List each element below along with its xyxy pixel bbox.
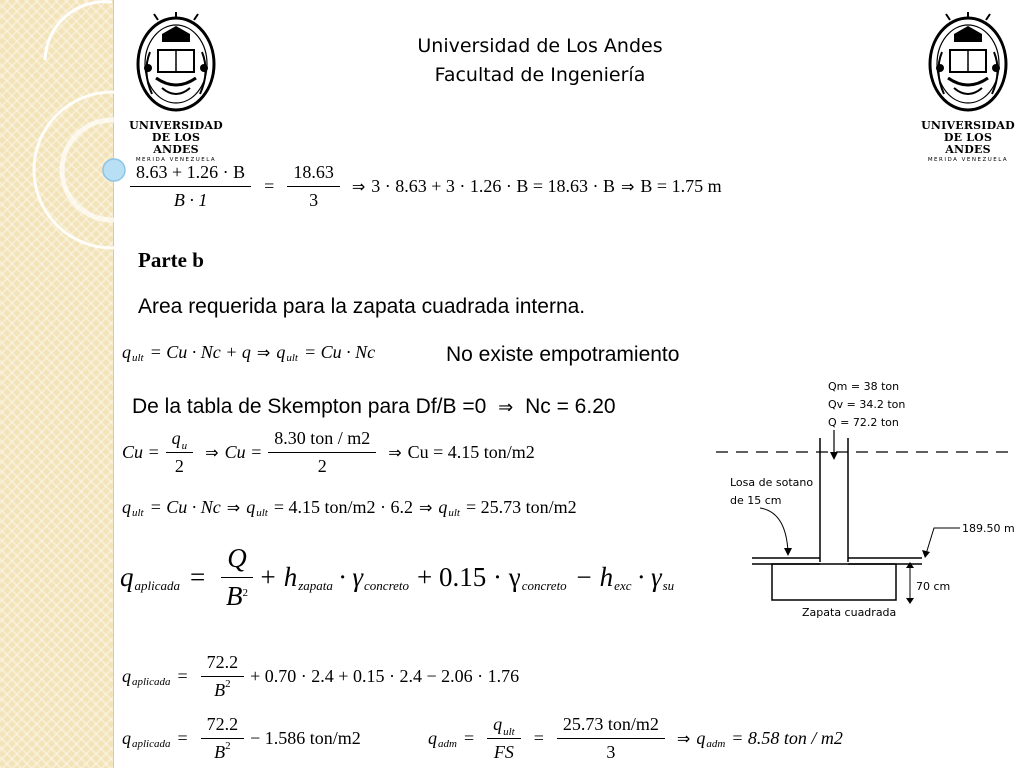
logo-text-line3: MERIDA VENEZUELA: [927, 157, 1009, 163]
implies-arrow-icon: ⇒: [676, 729, 691, 748]
equation-qult-value: [122, 497, 577, 518]
equation-part: = Cu · Nc: [149, 497, 221, 517]
superscript: 2: [242, 587, 248, 599]
equation-part: · γ: [637, 562, 662, 592]
section-description: Area requerida para la zapata cuadrada interna.: [138, 295, 586, 318]
footing-drawing: [712, 372, 1024, 632]
equation-q-applied-values: [122, 652, 519, 701]
symbol-b: B: [214, 742, 226, 762]
note-no-embedment: No existe empotramiento: [446, 343, 680, 366]
subscript: aplicada: [134, 577, 180, 593]
subscript: concreto: [521, 577, 567, 593]
equals-sign: =: [533, 728, 544, 748]
label-thickness: 70 cm: [916, 580, 951, 593]
symbol-q: q: [122, 666, 131, 686]
arrow-head-icon: [922, 550, 930, 558]
equation-part: − h: [574, 562, 614, 592]
implies-arrow-icon: ⇒: [621, 177, 635, 196]
label-losa-1: Losa de sotano: [730, 476, 814, 489]
symbol-q: q: [122, 728, 131, 748]
symbol-q: q: [122, 497, 131, 517]
equation-cu: [122, 428, 535, 477]
label-qv: Qv = 34.2 ton: [828, 398, 906, 411]
equation-part: = Cu · Nc + q: [149, 342, 251, 362]
label-losa-2: de 15 cm: [730, 494, 782, 507]
subscript: exc: [614, 577, 632, 593]
subscript: u: [181, 440, 188, 452]
symbol-q: q: [171, 428, 181, 448]
equation-part: + 0.15 · γ: [417, 562, 521, 592]
symbol-q: q: [246, 497, 256, 517]
equals-sign: =: [190, 562, 206, 592]
logo-text-line2: DE LOS ANDES: [151, 131, 201, 156]
subscript: adm: [706, 737, 726, 750]
equation-part: + 0.70 · 2.4 + 0.15 · 2.4 − 2.06 · 1.76: [250, 666, 520, 686]
fraction-denominator: 2: [317, 456, 327, 476]
superscript: 2: [225, 678, 231, 690]
fraction-numerator: [166, 428, 194, 453]
skempton-line: [132, 395, 616, 419]
symbol-q: q: [122, 342, 131, 362]
fraction-numerator: 72.2: [201, 652, 245, 677]
logo-text-line3: MERIDA VENEZUELA: [135, 157, 217, 163]
fraction-numerator: 25.73 ton/m2: [557, 714, 665, 739]
subscript: ult: [132, 506, 144, 519]
fraction-value: [268, 428, 376, 477]
equation-result: B = 1.75 m: [640, 176, 722, 196]
logo-text-line1: UNIVERSIDAD: [921, 119, 1015, 132]
fraction-rhs: [287, 162, 340, 211]
subscript: ult: [286, 351, 298, 364]
arrow-head-icon: [784, 548, 792, 556]
symbol-q: q: [696, 728, 706, 748]
subscript: su: [662, 577, 675, 593]
equation-width-b: [124, 162, 722, 211]
equation-q-admissible: [428, 714, 843, 763]
equation-part: = Cu · Nc: [303, 342, 376, 362]
subscript: ult: [256, 506, 268, 519]
equals-sign: =: [177, 728, 188, 748]
implies-arrow-icon: ⇒: [498, 397, 514, 418]
skempton-text: De la tabla de Skempton para Df/B =0: [132, 395, 487, 418]
logo-text-line1: UNIVERSIDAD: [129, 119, 223, 132]
header-university: Universidad de Los Andes: [417, 35, 663, 57]
fraction-denominator: FS: [493, 742, 514, 762]
equation-step: 3 · 8.63 + 3 · 1.26 · B = 18.63 · B: [371, 176, 616, 196]
fraction-denominator: 3: [309, 190, 319, 210]
skempton-result: Nc = 6.20: [525, 395, 616, 418]
equation-part: · γ: [338, 562, 364, 592]
symbol-q: q: [493, 714, 503, 734]
leader-line: [760, 508, 788, 552]
label-zapata: Zapata cuadrada: [802, 606, 897, 619]
logo-text-line2: DE LOS ANDES: [943, 131, 993, 156]
implies-arrow-icon: ⇒: [351, 177, 366, 196]
fraction-value: [557, 714, 665, 763]
implies-arrow-icon: ⇒: [256, 343, 271, 362]
arrow-head-icon: [906, 598, 914, 604]
subscript: ult: [503, 726, 515, 738]
equation-qult-general: [122, 342, 375, 363]
fraction-denominator: [226, 578, 248, 612]
footing-block: [772, 564, 896, 600]
symbol-q: q: [428, 728, 437, 748]
subscript: concreto: [364, 577, 410, 593]
fraction-numerator: [487, 714, 521, 739]
symbol-q: q: [120, 562, 134, 592]
fraction-qu: [166, 428, 194, 477]
fraction-denominator: B · 1: [173, 190, 208, 210]
fraction-numerator: Q: [221, 543, 253, 578]
fraction-denominator: 3: [606, 742, 616, 762]
header-faculty: Facultad de Ingeniería: [434, 64, 646, 86]
fraction-denominator: [214, 739, 231, 763]
implies-arrow-icon: ⇒: [205, 443, 219, 462]
implies-arrow-icon: ⇒: [388, 443, 402, 462]
subscript: ult: [448, 506, 460, 519]
subscript: aplicada: [132, 737, 171, 750]
symbol-b: B: [225, 581, 243, 611]
fraction-numerator: 8.63 + 1.26 · B: [130, 162, 251, 187]
leader-line: [926, 528, 960, 554]
footing-diagram: [712, 372, 1024, 632]
page-header: [340, 32, 740, 90]
label-elevation: 189.50 m: [962, 522, 1015, 535]
implies-arrow-icon: ⇒: [418, 498, 433, 517]
fraction-q-over-b2: [201, 714, 245, 763]
symbol-q: q: [438, 497, 448, 517]
fraction-numerator: 18.63: [287, 162, 340, 187]
equation-part: = 4.15 ton/m2 · 6.2: [273, 497, 413, 517]
equation-q-applied-simplified: [122, 714, 361, 763]
equals-sign: =: [463, 728, 475, 748]
arrow-head-icon: [830, 452, 838, 460]
equation-result: = 8.58 ton / m2: [731, 728, 843, 748]
equation-result: = 25.73 ton/m2: [466, 497, 577, 517]
superscript: 2: [225, 740, 231, 752]
label-qm: Qm = 38 ton: [828, 380, 900, 393]
section-heading: Parte b: [138, 248, 204, 272]
implies-arrow-icon: ⇒: [226, 498, 241, 517]
equals-sign: =: [177, 666, 188, 686]
fraction-lhs: [130, 162, 251, 211]
equation-part: + h: [258, 562, 298, 592]
fraction-qult-over-fs: [487, 714, 521, 763]
fraction-denominator: 2: [174, 456, 184, 476]
equation-part: − 1.586 ton/m2: [250, 728, 361, 748]
subscript: adm: [438, 737, 457, 750]
subscript: ult: [132, 351, 144, 364]
equation-result: Cu = 4.15 ton/m2: [407, 442, 535, 462]
university-seal-icon: [920, 12, 1016, 120]
symbol-q: q: [276, 342, 286, 362]
equation-part: Cu =: [122, 442, 160, 462]
label-q: Q = 72.2 ton: [828, 416, 899, 429]
fraction-q-over-b2: [201, 652, 245, 701]
university-logo-right: [920, 12, 1016, 163]
arrow-head-icon: [906, 562, 914, 568]
university-seal-icon: [128, 12, 224, 120]
university-logo-left: [128, 12, 224, 163]
equals-sign: =: [264, 176, 275, 196]
subscript: zapata: [298, 577, 333, 593]
fraction-numerator: 72.2: [201, 714, 245, 739]
fraction-numerator: 8.30 ton / m2: [268, 428, 376, 453]
symbol-b: B: [214, 680, 226, 700]
equation-part: Cu =: [224, 442, 263, 462]
equation-q-applied-general: [120, 543, 718, 612]
fraction-denominator: [214, 677, 231, 701]
subscript: aplicada: [132, 675, 171, 688]
fraction-q-over-b2: [221, 543, 253, 612]
